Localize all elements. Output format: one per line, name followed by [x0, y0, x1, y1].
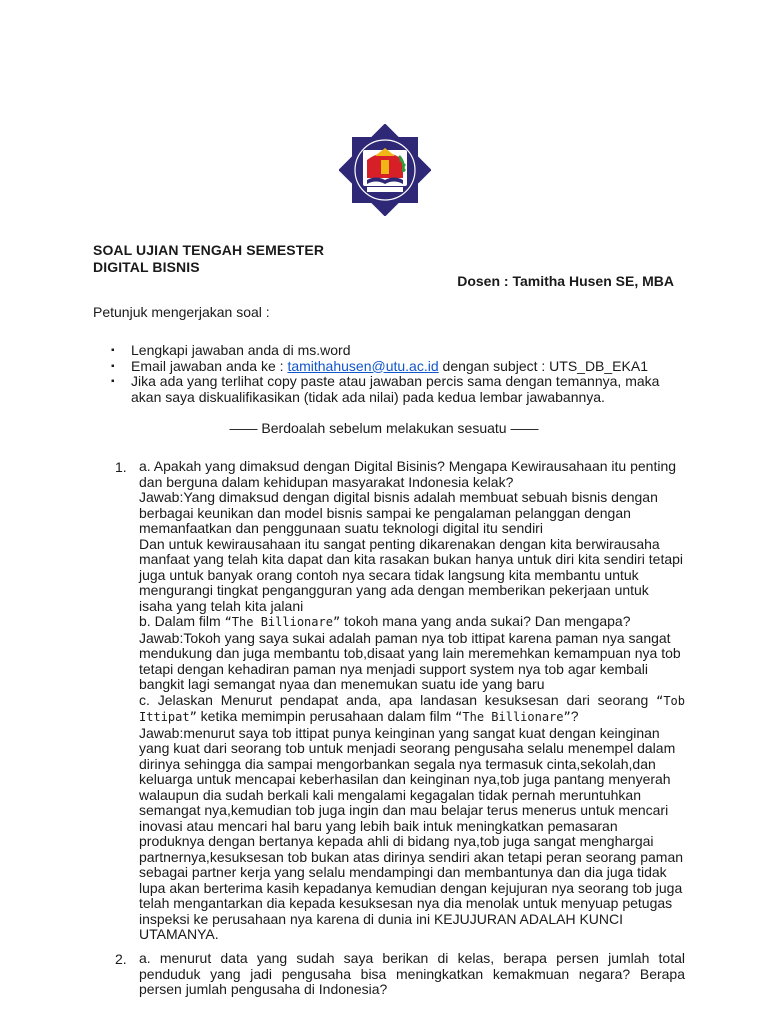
answer-1b: Jawab:Tokoh yang saya sukai adalah paman nya tob ittipat karena paman nya sangat mendukung dan juga membantu tob,disaat yang lain meremehkan kemampuan nya tob tetapi dengan kehadiran paman nya menjadi support system nya tob agar kembali bangkit lagi semangat nyaa dan menemukan suatu ide yang baru [139, 629, 681, 692]
instructions-list [111, 343, 681, 405]
question-1c: c. Jelaskan Menurut pendapat anda, apa landasan kesuksesan dari seorang “Tob Ittipat” ketika memimpin perusahaan dalam film “The Billionare”? [139, 691, 685, 724]
answer-1a-part2: Dan untuk kewirausahaan itu sangat penting dikarenakan dengan kita berwirausaha manfaat yang telah kita dapat dan kita rasakan bukan hanya untuk diri kita sendiri tetapi juga untuk banyak orang contoh nya secara tidak langsung kita membantu untuk mengurangi tingkat pengangguran yang ada dengan memberikan pekerjaan untuk isaha yang telah kita jalani [139, 535, 684, 614]
university-logo [339, 124, 431, 216]
answer-1c: Jawab:menurut saya tob ittipat punya keinginan yang sangat kuat dengan keinginan yang kuat dari seorang tob untuk menjadi seorang pengusaha selalu menempel dalam dirinya sehingga dia sampai mengorbankan segala nya termasuk cinta,sekolah,dan keluarga untuk mencapai keberhasilan dan keinginan nya,tob juga pantang menyerah walaupun dia sudah berkali kali mengalami kegagalan tidak pernah meruntuhkan semangat nya,kemudian tob juga ingin dan mau belajar terus menerus untuk mencari inovasi atau mencari hal baru yang lebih baik intuk meningkatkan pemasaran produknya dengan bertanya kepada ahli di bidang nya,tob juga sangat menghargai partnernya,kesuksesan tob bukan atas dirinya sendiri akan tetapi peran seorang paman sebagai partner kerja yang selalu mendampingi dan membantunya dan dia juga tidak lupa akan berterima kasih kepadanya kemudian dengan kejujuran nya seorang tob juga telah mengantarkan dia kepada kesuksesan nya dia menolak untuk menyuap petugas inspeksi ke perusahaan nya karena di dunia ini KEJUJURAN ADALAH KUNCI UTAMANYA. [139, 724, 684, 942]
exam-title: SOAL UJIAN TENGAH SEMESTER [93, 242, 325, 258]
question-2 [139, 951, 685, 998]
question-number: 1. [115, 459, 127, 475]
question-1 [139, 459, 685, 943]
list-item: ▪ Email jawaban anda ke : tamithahusen@utu.ac.id dengan subject : UTS_DB_EKA1 [111, 359, 681, 375]
prayer-note: —— Berdoalah sebelum melakukan sesuatu —— [229, 420, 539, 436]
answer-1a-part1: Jawab:Yang dimaksud dengan digital bisnis adalah membuat sebuah bisnis dengan berbagai keunikan dan model bisnis sampai ke pengalaman pelanggan dengan memanfaatkan dan penggunaan suatu teknologi digital itu sendiri [139, 489, 658, 536]
question-2a: a. menurut data yang sudah saya berikan di kelas, berapa persen jumlah total penduduk yang jadi pengusaha bisa meningkatkan kemakmuan negara? Berapa persen jumlah pengusaha di Indonesia? [139, 950, 685, 997]
question-1b: b. Dalam film “The Billionare” tokoh mana yang anda sukai? Dan mengapa? [139, 613, 631, 629]
list-item: ▪ Jika ada yang terlihat copy paste atau jawaban percis sama dengan temannya, maka akan saya diskualifikasikan (tidak ada nilai) pada kedua lembar jawabannya. [111, 374, 681, 405]
question-number: 2. [115, 951, 127, 967]
email-link[interactable]: tamithahusen@utu.ac.id [287, 357, 439, 374]
question-1a: a. Apakah yang dimaksud dengan Digital Bisinis? Mengapa Kewirausahaan itu penting dan berguna dalam kehidupan masyarakat Indonesia kelak? [139, 458, 677, 490]
instructions-heading: Petunjuk mengerjakan soal : [93, 304, 270, 320]
lecturer-name: Dosen : Tamitha Husen SE, MBA [457, 273, 674, 289]
course-title: DIGITAL BISNIS [93, 259, 200, 275]
list-item: ▪ Lengkapi jawaban anda di ms.word [111, 343, 681, 359]
